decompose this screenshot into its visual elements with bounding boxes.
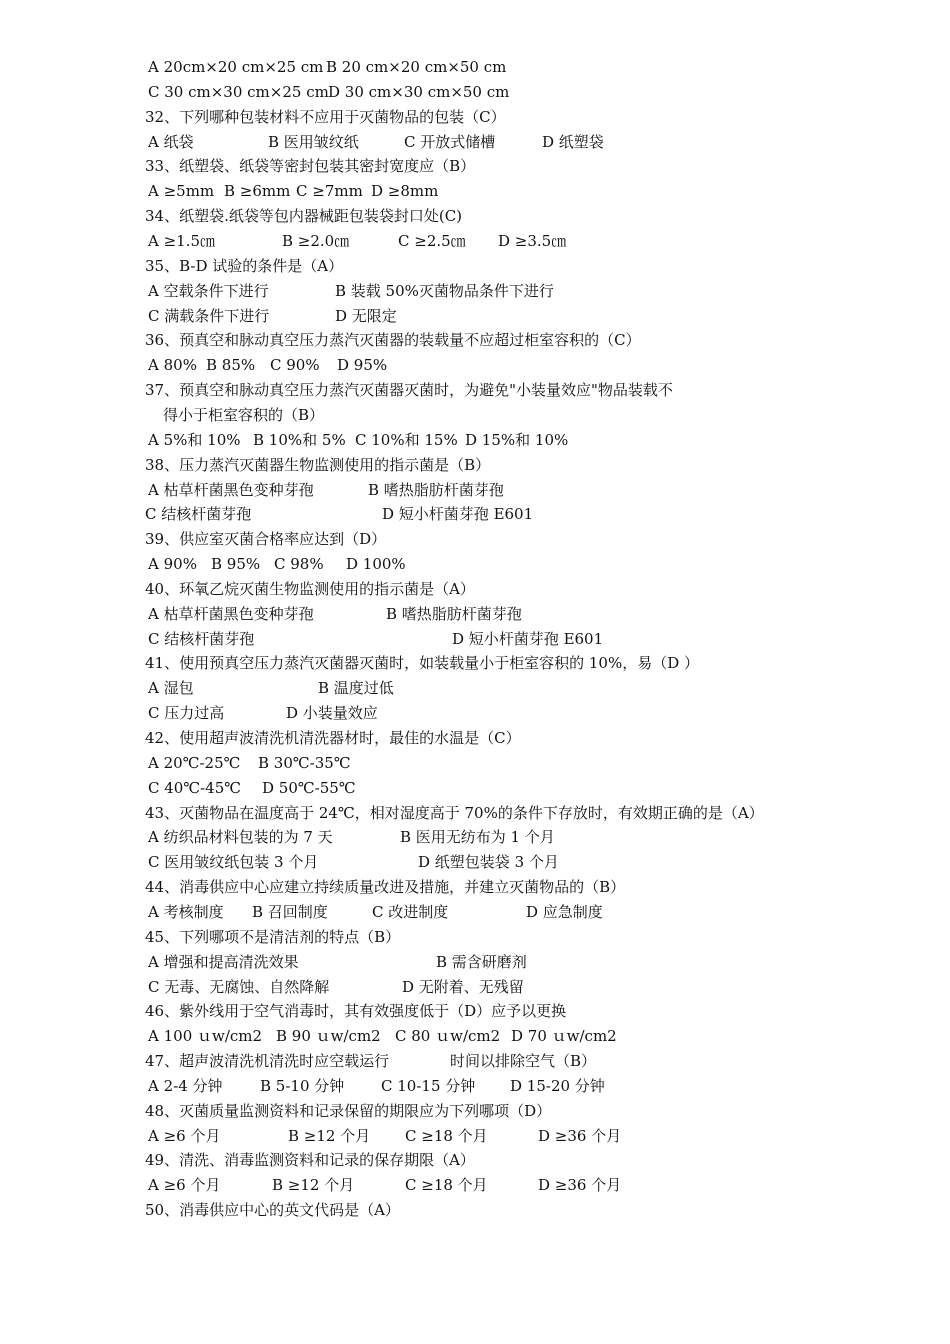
document-line	[0, 753, 950, 773]
line-segment: D 15%和 10%	[465, 430, 569, 449]
line-segment: D ≥36 个月	[538, 1126, 622, 1145]
line-segment: C 10-15 分钟	[381, 1076, 476, 1095]
document-line	[0, 703, 950, 723]
document-line	[0, 1200, 950, 1220]
line-segment: B 医用皱纹纸	[268, 132, 359, 151]
line-segment: C 40℃-45℃	[148, 778, 242, 797]
line-segment: B 召回制度	[252, 902, 328, 921]
line-segment: A 湿包	[148, 679, 194, 698]
line-segment: 48、灭菌质量监测资料和记录保留的期限应为下列哪项（D）	[145, 1101, 552, 1120]
line-segment: 50、消毒供应中心的英文代码是（A）	[145, 1201, 400, 1220]
line-segment: A ≥6 个月	[148, 1126, 221, 1145]
line-segment: A 增强和提高清洗效果	[148, 952, 299, 971]
line-segment: B ≥2.0㎝	[282, 232, 350, 250]
document-line	[0, 405, 950, 425]
line-segment: C 开放式储槽	[404, 132, 496, 151]
document-line	[0, 554, 950, 574]
line-segment: B 5-10 分钟	[260, 1076, 345, 1095]
line-segment: C 无毒、无腐蚀、自然降解	[148, 977, 330, 996]
line-segment: D 无附着、无残留	[402, 977, 524, 996]
document-line	[0, 281, 950, 301]
document-line	[0, 604, 950, 624]
line-segment: D 纸塑袋	[542, 132, 604, 151]
document-line	[0, 529, 950, 549]
line-segment: A ≥5mm	[148, 182, 215, 201]
line-segment: C 80 ｕw/cm2	[395, 1027, 501, 1046]
document-line	[0, 181, 950, 201]
line-segment: 39、供应室灭菌合格率应达到（D）	[145, 530, 387, 549]
document-line	[0, 728, 950, 748]
line-segment: B ≥12 个月	[288, 1126, 371, 1145]
line-segment: A 枯草杆菌黑色变种芽孢	[148, 480, 314, 499]
line-segment: B 90 ｕw/cm2	[276, 1027, 381, 1046]
document-line	[0, 231, 950, 251]
line-segment: A 80%	[148, 356, 197, 375]
document-line	[0, 480, 950, 500]
document-line	[0, 1026, 950, 1046]
line-segment: C 90%	[270, 356, 320, 375]
line-segment: C 医用皱纹纸包装 3 个月	[148, 853, 319, 872]
line-segment: B 嗜热脂肪杆菌芽孢	[368, 480, 504, 499]
line-segment: C ≥18 个月	[405, 1176, 488, 1195]
line-segment: 得小于柜室容积的（B）	[163, 405, 325, 424]
line-segment: D 小装量效应	[286, 704, 378, 723]
document-line	[0, 1076, 950, 1096]
line-segment: D 无限定	[335, 306, 397, 325]
line-segment: D 70 ｕw/cm2	[511, 1027, 617, 1046]
line-segment: D 短小杆菌芽孢 E601	[452, 629, 604, 648]
document-line	[0, 57, 950, 77]
line-segment: C 98%	[274, 555, 324, 573]
line-segment: D 应急制度	[526, 902, 603, 921]
line-segment: D 纸塑包装袋 3 个月	[418, 853, 559, 872]
line-segment: D ≥3.5㎝	[498, 232, 567, 250]
line-segment: 45、下列哪项不是清洁剂的特点（B）	[145, 927, 401, 946]
document-line	[0, 678, 950, 698]
document-line	[0, 778, 950, 798]
line-segment: 35、B-D 试验的条件是（A）	[145, 256, 344, 275]
line-segment: B ≥12 个月	[272, 1176, 355, 1195]
line-segment: B 装载 50%灭菌物品条件下进行	[335, 281, 554, 300]
line-segment: 36、预真空和脉动真空压力蒸汽灭菌器的装载量不应超过柜室容积的（C）	[145, 331, 641, 350]
document-line	[0, 107, 950, 127]
document-line	[0, 1001, 950, 1021]
line-segment: A ≥6 个月	[148, 1176, 221, 1195]
line-segment: C ≥2.5㎝	[398, 232, 466, 250]
line-segment: B ≥6mm	[224, 182, 291, 201]
document-line	[0, 1101, 950, 1121]
line-segment: B 温度过低	[318, 679, 394, 698]
line-segment: C ≥7mm	[296, 182, 363, 201]
document-line	[0, 156, 950, 176]
line-segment: D 15-20 分钟	[510, 1076, 605, 1095]
line-segment: 42、使用超声波清洗机清洗器材时，最佳的水温是（C）	[145, 729, 521, 747]
document-line	[0, 504, 950, 524]
line-segment: 44、消毒供应中心应建立持续质量改进及措施，并建立灭菌物品的（B）	[145, 878, 626, 897]
line-segment: C 结核杆菌芽孢	[145, 505, 252, 524]
document-line	[0, 977, 950, 997]
line-segment: 33、纸塑袋、纸袋等密封包装其密封宽度应（B）	[145, 157, 476, 176]
document-line	[0, 952, 950, 972]
line-segment: 43、灭菌物品在温度高于 24℃，相对湿度高于 70%的条件下存放时，有效期正确的是（A）	[145, 803, 764, 822]
document-line	[0, 132, 950, 152]
line-segment: A ≥1.5㎝	[148, 232, 216, 250]
line-segment: B 95%	[211, 555, 261, 573]
document-line	[0, 256, 950, 276]
line-segment: A 5%和 10%	[148, 430, 241, 449]
document-line	[0, 380, 950, 400]
line-segment: D 50℃-55℃	[262, 778, 356, 797]
line-segment: B 20 cm×20 cm×50 cm	[326, 58, 507, 76]
line-segment: B 85%	[206, 356, 256, 375]
document-line	[0, 1150, 950, 1170]
line-segment: 47、超声波清洗机清洗时应空载运行	[145, 1052, 390, 1070]
document-line	[0, 902, 950, 922]
line-segment: D 95%	[337, 356, 388, 375]
line-segment: 49、清洗、消毒监测资料和记录的保存期限（A）	[145, 1151, 475, 1170]
line-segment: B 10%和 5%	[253, 430, 346, 449]
line-segment: C ≥18 个月	[405, 1126, 488, 1145]
document-line	[0, 330, 950, 350]
document-line	[0, 803, 950, 823]
line-segment: D ≥36 个月	[538, 1176, 622, 1195]
document-line	[0, 82, 950, 102]
document-line	[0, 629, 950, 649]
line-segment: 38、压力蒸汽灭菌器生物监测使用的指示菌是（B）	[145, 455, 491, 474]
line-segment: B 嗜热脂肪杆菌芽孢	[386, 604, 522, 623]
line-segment: A 考核制度	[148, 902, 224, 921]
document-line	[0, 579, 950, 599]
document-line	[0, 455, 950, 475]
document-line	[0, 355, 950, 375]
document-line	[0, 1051, 950, 1071]
line-segment: A 枯草杆菌黑色变种芽孢	[148, 604, 314, 623]
line-segment: D 短小杆菌芽孢 E601	[382, 505, 534, 524]
document-line	[0, 653, 950, 673]
line-segment: C 结核杆菌芽孢	[148, 629, 255, 648]
line-segment: C 10%和 15%	[355, 430, 458, 449]
document-line	[0, 306, 950, 326]
document-line	[0, 877, 950, 897]
line-segment: A 纸袋	[148, 132, 194, 151]
line-segment: B 医用无纺布为 1 个月	[400, 828, 555, 847]
document-line	[0, 827, 950, 847]
line-segment: D ≥8mm	[371, 182, 439, 201]
line-segment: C 改进制度	[372, 902, 449, 921]
line-segment: A 100 ｕw/cm2	[148, 1027, 263, 1046]
line-segment: 40、环氧乙烷灭菌生物监测使用的指示菌是（A）	[145, 579, 475, 598]
line-segment: A 纺织品材料包装的为 7 天	[148, 828, 333, 847]
line-segment: A 20℃-25℃	[148, 753, 241, 772]
line-segment: 32、下列哪种包装材料不应用于灭菌物品的包装（C）	[145, 107, 506, 126]
line-segment: 37、预真空和脉动真空压力蒸汽灭菌器灭菌时，为避免"小装量效应"物品装载不	[145, 381, 673, 400]
line-segment: A 空载条件下进行	[148, 281, 269, 300]
line-segment: 46、紫外线用于空气消毒时，其有效强度低于（D）应予以更换	[145, 1002, 567, 1021]
document-line	[0, 206, 950, 226]
line-segment: C 满载条件下进行	[148, 306, 270, 325]
line-segment: B 需含研磨剂	[436, 952, 527, 971]
line-segment: D 100%	[346, 555, 406, 573]
line-segment: 34、纸塑袋.纸袋等包内器械距包装袋封口处(C)	[145, 207, 463, 226]
line-segment: B 30℃-35℃	[258, 753, 351, 772]
line-segment: A 2-4 分钟	[148, 1076, 223, 1095]
line-segment: C 30 cm×30 cm×25 cm	[148, 82, 329, 101]
line-segment: D 30 cm×30 cm×50 cm	[328, 82, 510, 101]
line-segment: 时间以排除空气（B）	[450, 1052, 597, 1070]
document-line	[0, 430, 950, 450]
line-segment: A 20cm×20 cm×25 cm	[148, 58, 324, 76]
line-segment: A 90%	[148, 555, 197, 573]
line-segment: C 压力过高	[148, 704, 225, 723]
document-line	[0, 1126, 950, 1146]
line-segment: 41、使用预真空压力蒸汽灭菌器灭菌时，如装载量小于柜室容积的 10%，易（D ）	[145, 654, 699, 673]
document-line	[0, 927, 950, 947]
document-line	[0, 1175, 950, 1195]
document-line	[0, 852, 950, 872]
